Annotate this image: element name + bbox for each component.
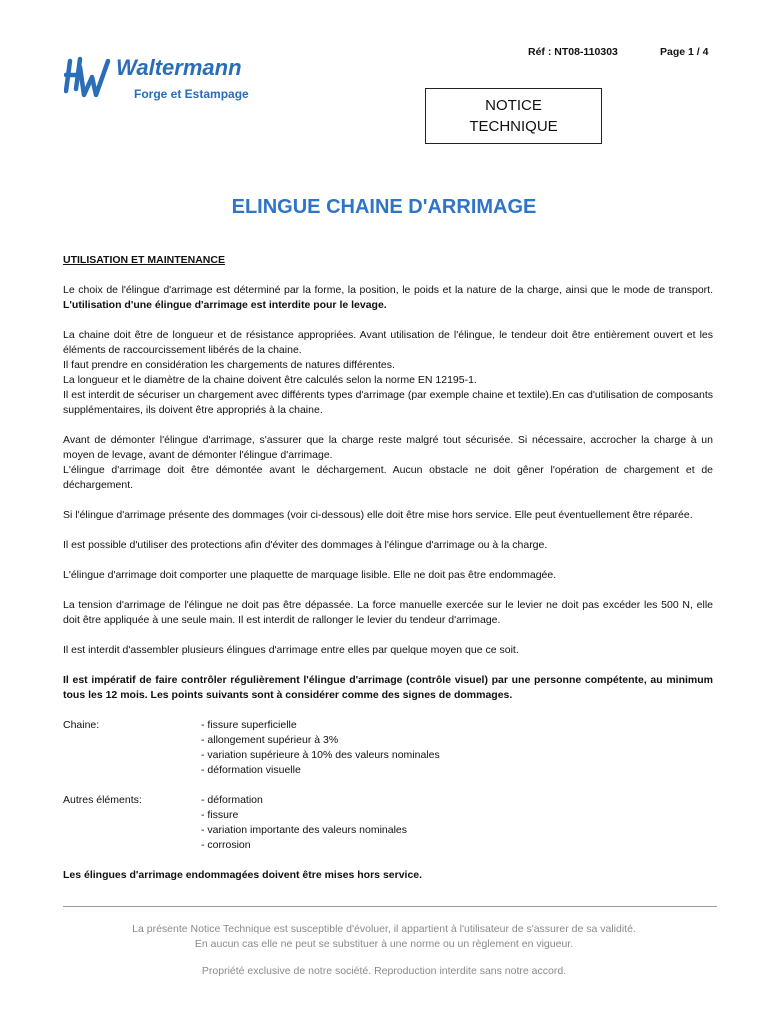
list-item: - fissure superficielle — [201, 719, 297, 731]
paragraph-choice-text: Le choix de l'élingue d'arrimage est déterminé par la forme, la position, le poids et la nature de la charge, ainsi que le mode de transport. — [63, 284, 713, 296]
section-title: UTILISATION ET MAINTENANCE — [63, 254, 225, 266]
paragraph-choice — [63, 283, 713, 313]
paragraph-protection: Il est possible d'utiliser des protections afin d'éviter des dommages à l'élingue d'arrimage ou à la charge. — [63, 539, 548, 551]
paragraph-marking: L'élingue d'arrimage doit comporter une plaquette de marquage lisible. Elle ne doit pas être endommagée. — [63, 569, 557, 581]
list-item: - déformation — [201, 794, 263, 806]
hw-monogram-icon — [64, 55, 114, 99]
company-logo — [64, 53, 294, 105]
lifting-prohibition: L'utilisation d'une élingue d'arrimage est interdite pour le levage. — [63, 299, 387, 311]
footer-validity-text: La présente Notice Technique est susceptible d'évoluer, il appartient à l'utilisateur de s'assurer de sa validité. — [132, 923, 636, 935]
other-damage-label: Autres éléments: — [63, 794, 142, 806]
brand-name: Waltermann — [116, 55, 242, 80]
paragraph-damage: Si l'élingue d'arrimage présente des dommages (voir ci-dessous) elle doit être mise hors service. Elle peut éventuellement être réparée. — [63, 509, 693, 521]
footer-copyright-text: Propriété exclusive de notre société. Reproduction interdite sans notre accord. — [201, 965, 567, 977]
chain-load-types-text: Il faut prendre en considération les chargements de natures différentes. — [63, 359, 395, 371]
other-damage-list — [63, 793, 713, 853]
list-item: - allongement supérieur à 3% — [201, 734, 339, 746]
list-item: - variation importante des valeurs nominales — [201, 824, 408, 836]
list-item: - variation supérieure à 10% des valeurs nominales — [201, 749, 440, 761]
chain-damage-items — [201, 718, 713, 778]
chain-damage-list — [63, 718, 713, 778]
brand-tagline: Forge et Estampage — [134, 87, 249, 101]
list-item: - fissure — [201, 809, 239, 821]
dismantling-text: Avant de démonter l'élingue d'arrimage, s'assurer que la charge reste malgré tout sécurisée. Si nécessaire, accrocher la charge à un moyen de levage, avant de démonter l'élingue d'arrimage. — [63, 434, 713, 461]
page-number: Page 1 / 4 — [660, 46, 709, 58]
document-reference: Réf : NT08-110303 — [528, 46, 618, 58]
footer-divider — [63, 906, 717, 907]
paragraph-chain-requirements — [63, 328, 713, 418]
unloading-text: L'élingue d'arrimage doit être démontée avant le déchargement. Aucun obstacle ne doit gêner l'opération de chargement et de déchargement. — [63, 464, 713, 491]
footer-spacer — [0, 952, 768, 964]
closing-statement: Les élingues d'arrimage endommagées doivent être mises hors service. — [63, 869, 423, 881]
chain-length-text: La chaine doit être de longueur et de résistance appropriées. Avant utilisation de l'élingue, le tendeur doit être entièrement ouvert et les éléments de raccourcissement libérés de la chaine. — [63, 329, 713, 356]
chain-norm-text: La longueur et le diamètre de la chaine doivent être calculés selon la norme EN 12195-1. — [63, 374, 477, 386]
chain-damage-label: Chaine: — [63, 719, 100, 731]
list-item: - corrosion — [201, 839, 251, 851]
document-title: ELINGUE CHAINE D'ARRIMAGE — [231, 196, 537, 218]
notice-line-2: TECHNIQUE — [469, 118, 558, 135]
paragraph-dismantling — [63, 433, 713, 493]
other-damage-items — [201, 793, 713, 853]
document-body — [63, 253, 713, 898]
paragraph-tension: La tension d'arrimage de l'élingue ne doit pas être dépassée. La force manuelle exercée sur le levier ne doit pas excéder les 500 N, elle doit être appliquée à une seule main. Il est interdit de rallonger le levier du tendeur d'arrimage. — [63, 599, 713, 626]
paragraph-inspection: Il est impératif de faire contrôler régulièrement l'élingue d'arrimage (contrôle visuel) par une personne compétente, au minimum tous les 12 mois. Les points suivants sont à considérer comme des signes de dommages. — [63, 674, 713, 701]
footer-norm-text: En aucun cas elle ne peut se substituer à une norme ou un règlement en vigueur. — [194, 938, 574, 950]
list-item: - déformation visuelle — [201, 764, 301, 776]
chain-mixing-text: Il est interdit de sécuriser un chargement avec différents types d'arrimage (par exemple chaine et textile).En cas d'utilisation de composants supplémentaires, ils doivent être appropriés à la chaine. — [63, 389, 713, 416]
footer — [0, 922, 768, 979]
notice-technique-box — [425, 88, 602, 144]
paragraph-assembly: Il est interdit d'assembler plusieurs élingues d'arrimage entre elles par quelque moyen que ce soit. — [63, 644, 519, 656]
notice-line-1: NOTICE — [485, 97, 542, 114]
